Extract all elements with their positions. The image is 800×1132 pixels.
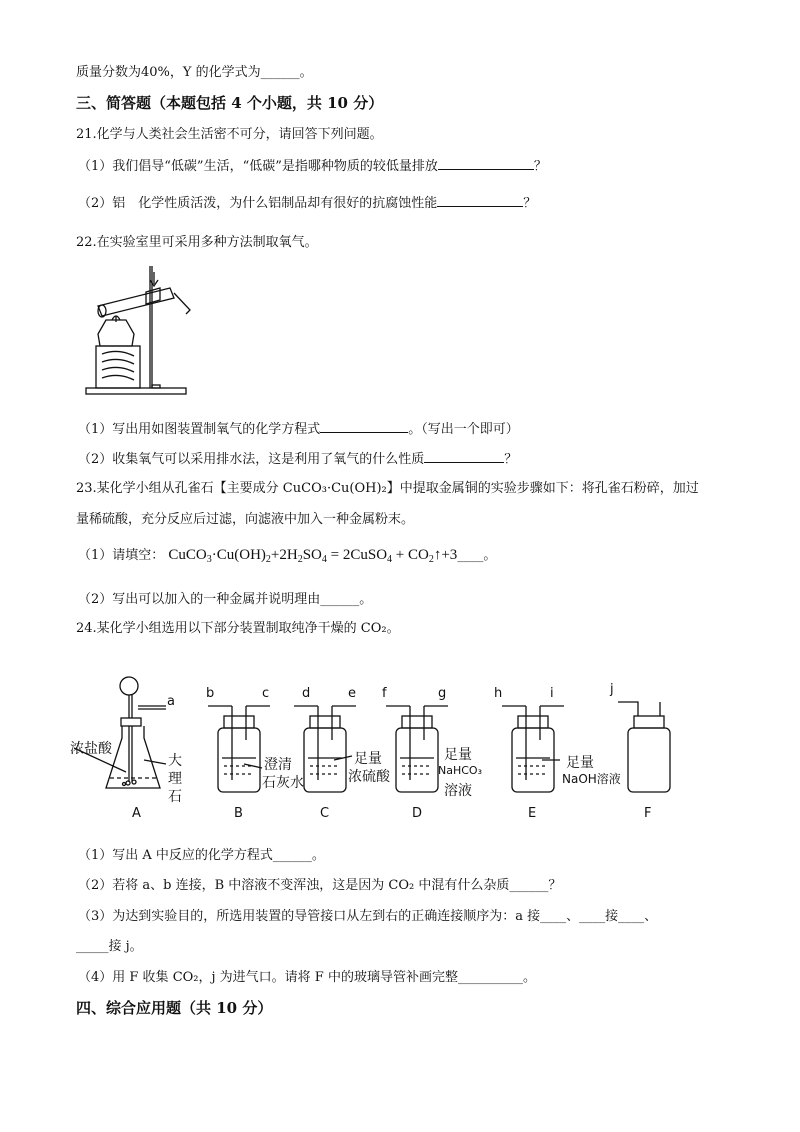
- apparatus-letter: A: [132, 806, 141, 821]
- port-label: f: [382, 686, 387, 701]
- reagent-label: 石: [168, 789, 182, 805]
- question-24-2: （2）若将 a、b 连接，B 中溶液不变浑浊，这是因为 CO₂ 中混有什么杂质______？: [78, 878, 562, 893]
- text-line: 质量分数为40%，Y 的化学式为______。: [76, 65, 313, 80]
- question-22: 22.在实验室里可采用多种方法制取氧气。: [76, 235, 318, 250]
- question-24: 24.某化学小组选用以下部分装置制取纯净干燥的 CO₂。: [76, 621, 400, 636]
- question-mark: ？: [504, 452, 518, 467]
- reagent-label: 理: [168, 771, 182, 787]
- question-mark: ？: [523, 196, 537, 211]
- reagent-label: NaHCO₃: [438, 764, 482, 777]
- heating-apparatus-figure: [80, 258, 230, 398]
- port-label: e: [348, 686, 356, 701]
- question-24-3-line1: （3）为达到实验目的，所选用装置的导管接口从左到右的正确连接顺序为：a 接____、____接____、: [78, 909, 658, 924]
- apparatus-letter: D: [412, 806, 423, 821]
- apparatus-labels: [66, 676, 686, 826]
- question-21-1: [78, 157, 547, 176]
- port-label: i: [550, 686, 554, 701]
- question-21-2: [78, 194, 536, 213]
- port-label: c: [262, 686, 270, 701]
- question-24-3-line2: _____接 j。: [76, 939, 143, 954]
- reagent-label: 足量: [354, 751, 382, 767]
- reagent-label: 溶液: [444, 783, 472, 799]
- apparatus-letter: C: [320, 806, 330, 821]
- answer-blank[interactable]: [320, 420, 408, 433]
- question-text: （1）请填空：: [78, 548, 165, 563]
- port-label: a: [167, 694, 175, 709]
- reagent-label: 足量: [444, 747, 472, 763]
- apparatus-letter: B: [234, 806, 243, 821]
- apparatus-letter: F: [644, 806, 652, 821]
- port-label: d: [302, 686, 311, 701]
- question-23-1: [78, 546, 496, 565]
- question-24-4: （4）用 F 收集 CO₂，j 为进气口。请将 F 中的玻璃导管补画完整__________。: [78, 970, 536, 985]
- question-24-1: （1）写出 A 中反应的化学方程式______。: [78, 848, 325, 863]
- equation-blank[interactable]: ____。: [457, 548, 497, 563]
- reagent-label: 足量: [566, 755, 594, 771]
- question-23-2: （2）写出可以加入的一种金属并说明理由______。: [78, 592, 373, 607]
- apparatus-letter: E: [528, 806, 537, 821]
- question-text: （1）我们倡导“低碳”生活，“低碳”是指哪种物质的较低量排放: [78, 159, 438, 174]
- question-23-line2: 量稀硫酸，充分反应后过滤，向滤液中加入一种金属粉末。: [76, 512, 415, 527]
- answer-blank[interactable]: [438, 157, 534, 170]
- reagent-label: 石灰水: [262, 775, 304, 791]
- reagent-label: NaOH溶液: [562, 772, 621, 786]
- question-21: 21.化学与人类社会生活密不可分，请回答下列问题。: [76, 127, 383, 142]
- question-mark: ？: [533, 159, 547, 174]
- section-heading: 三、简答题（本题包括 4 个小题，共 10 分）: [76, 94, 384, 112]
- port-label: g: [438, 686, 447, 701]
- reagent-label: 浓盐酸: [70, 741, 112, 757]
- chemical-equation: $CuCO_3\cdot Cu(OH)_2+2H_2SO_4$ = 2CuSO$_4$ + $CO_2↑+3$: [168, 547, 458, 565]
- question-text: （2）铝 化学性质活泼，为什么铝制品却有很好的抗腐蚀性能: [78, 196, 438, 211]
- reagent-label: 澄清: [264, 757, 292, 773]
- question-text: （1）写出用如图装置制氧气的化学方程式: [78, 422, 321, 437]
- question-text: （2）收集氧气可以采用排水法，这是利用了氧气的什么性质: [78, 452, 425, 467]
- question-23-line1: 23.某化学小组从孔雀石【主要成分 CuCO₃·Cu(OH)₂】中提取金属铜的实验步骤如下：将孔雀石粉碎，加过: [76, 481, 699, 496]
- section-heading: 四、综合应用题（共 10 分）: [76, 999, 273, 1017]
- question-22-2: [78, 450, 517, 469]
- question-note: 。（写出一个即可）: [408, 422, 519, 437]
- reagent-label: 浓硫酸: [348, 769, 390, 785]
- question-22-1: [78, 420, 519, 439]
- port-label: h: [494, 686, 503, 701]
- port-label: b: [206, 686, 215, 701]
- reagent-label: 大: [168, 753, 182, 769]
- port-label: j: [610, 682, 614, 697]
- answer-blank[interactable]: [424, 450, 504, 463]
- answer-blank[interactable]: [437, 194, 523, 207]
